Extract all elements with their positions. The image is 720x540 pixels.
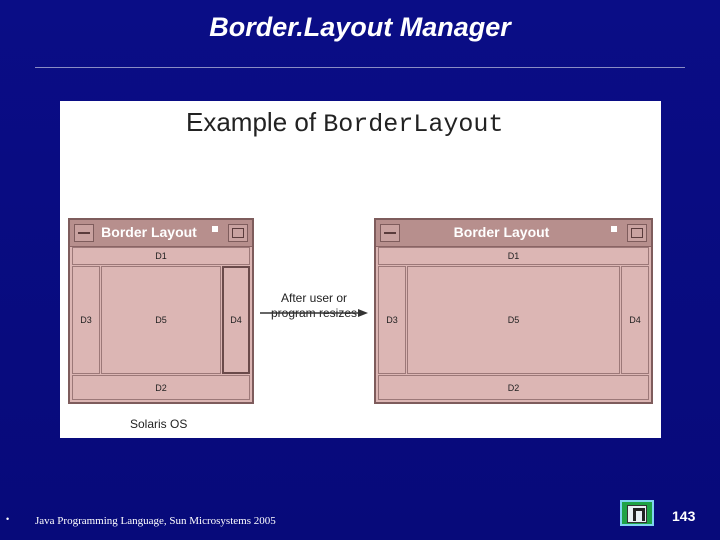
maximize-icon[interactable] [627, 224, 647, 242]
footer-text: Java Programming Language, Sun Microsystems 2005 [35, 515, 276, 527]
region-south: D2 [72, 375, 250, 400]
figure-heading-code: BorderLayout [323, 110, 504, 139]
maximize-icon[interactable] [228, 224, 248, 242]
logo-icon [620, 500, 654, 526]
bullet: • [6, 514, 10, 524]
region-south: D2 [378, 375, 649, 400]
region-center: D5 [101, 266, 221, 374]
window-menu-icon[interactable] [74, 224, 94, 242]
small-window-titlebar[interactable] [70, 220, 252, 247]
region-west: D3 [72, 266, 100, 374]
region-east: D4 [222, 266, 250, 374]
small-window-title: Border Layout [101, 224, 197, 240]
large-window [374, 218, 653, 404]
region-north: D1 [72, 247, 250, 265]
borderlayout-figure [60, 101, 661, 438]
region-north: D1 [378, 247, 649, 265]
minimize-icon[interactable] [611, 226, 617, 232]
resize-arrow-icon [258, 309, 370, 317]
os-label: Solaris OS [130, 417, 188, 431]
logo-p-icon [627, 505, 647, 523]
figure-heading [186, 107, 503, 139]
window-menu-icon[interactable] [380, 224, 400, 242]
large-window-title: Border Layout [453, 224, 550, 240]
slide-title: Border.Layout Manager [209, 12, 511, 42]
large-window-titlebar[interactable] [376, 220, 651, 247]
region-center: D5 [407, 266, 620, 374]
minimize-icon[interactable] [212, 226, 218, 232]
region-west: D3 [378, 266, 406, 374]
figure-heading-text: Example of [186, 107, 324, 137]
region-east: D4 [621, 266, 649, 374]
page-number: 143 [672, 508, 696, 524]
arrow-label-line1: After user or [280, 291, 348, 305]
title-divider [35, 67, 685, 68]
small-window [68, 218, 254, 404]
arrow-label-line2: program resizes [270, 306, 358, 320]
